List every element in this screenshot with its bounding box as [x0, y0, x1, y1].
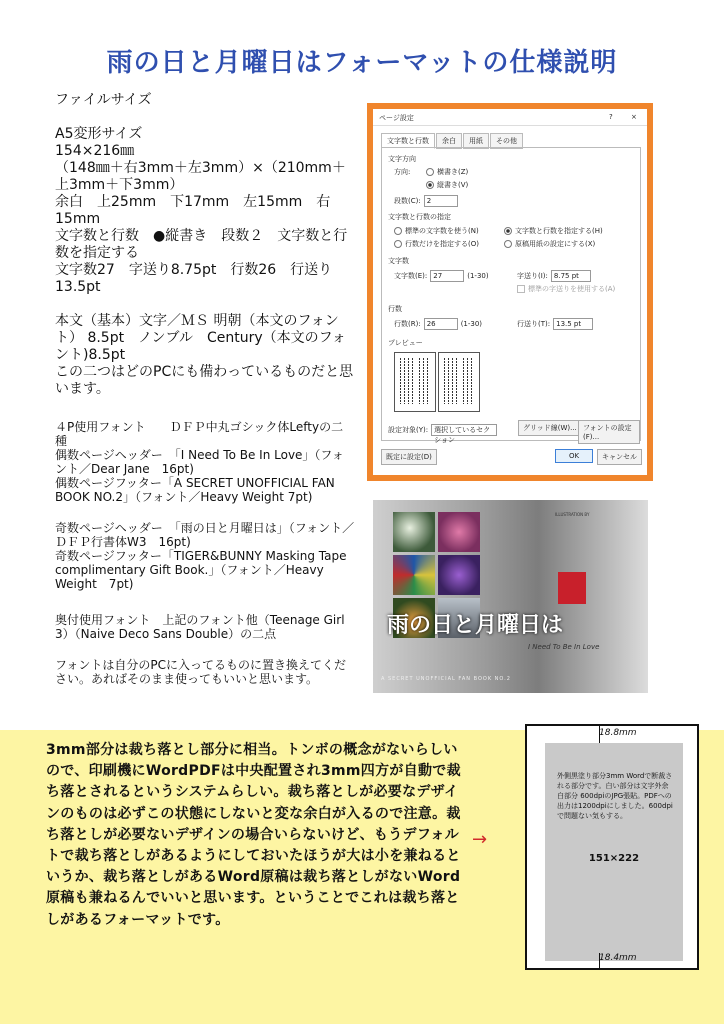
chars-label: 文字数: [388, 257, 409, 265]
bottom-measure: 18.4mm: [599, 953, 637, 963]
tab-paper[interactable]: 用紙: [463, 133, 489, 149]
cover-photo-umbrella: [393, 555, 435, 595]
lines-only-label: 行数だけを指定する(O): [405, 240, 479, 248]
layout: 文字数と行数 ●縦書き 段数２ 文字数と行数を指定する: [55, 228, 348, 261]
direction-label: 文字方向: [388, 155, 416, 163]
lines-field-label: 行数(R):: [394, 320, 421, 328]
even-footer: 偶数ページフッター「A SECRET UNOFFICIAL FAN BOOK NO.2」（フォント／Heavy Weight 7pt): [55, 476, 335, 504]
lines-label: 行数: [388, 305, 402, 313]
checkbox-icon: [517, 285, 525, 293]
radio-grid-chars-lines[interactable]: [504, 226, 603, 236]
preview-page-left: [394, 352, 436, 412]
preview-page-right: [438, 352, 480, 412]
radio-paper[interactable]: [504, 239, 595, 249]
chars-input[interactable]: 27: [430, 270, 464, 282]
spec-column: [55, 92, 355, 686]
radio-vertical[interactable]: [426, 180, 468, 190]
default-pitch-checkbox[interactable]: [517, 284, 615, 294]
cover-illustration-credit: ILLUSTRATION BY: [555, 512, 590, 517]
lines-range: (1-30): [460, 320, 483, 328]
page-setup-screenshot: [367, 103, 653, 481]
ok-button[interactable]: OK: [555, 449, 593, 463]
bleed-page-diagram: [525, 724, 699, 970]
line-pitch-label: 行送り(T):: [517, 320, 551, 328]
char-pitch-label: 字送り(I):: [517, 272, 548, 280]
radio-lines-only[interactable]: [394, 239, 479, 249]
radio-horizontal[interactable]: [426, 167, 468, 177]
even-header: 偶数ページヘッダー 「I Need To Be In Love」（フォント／Dear Jane 16pt): [55, 448, 344, 476]
direction-field: 方向:: [394, 168, 411, 176]
apply-select[interactable]: 選択しているセクション: [431, 424, 497, 436]
tab-chars-lines[interactable]: 文字数と行数: [381, 133, 435, 149]
cover-photo-flower: [438, 555, 480, 595]
set-default-button[interactable]: 既定に設定(D): [381, 449, 437, 465]
dialog-panel: [381, 147, 641, 444]
odd-footer: 奇数ページフッター「TIGER&BUNNY Masking Tape complimentary Gift Book.」（フォント／Heavy Weight 7pt): [55, 549, 347, 591]
cover-photo-drops: [393, 512, 435, 552]
radio-icon: [394, 227, 402, 235]
chars-field-label: 文字数(E):: [394, 272, 428, 280]
top-measure: 18.8mm: [599, 728, 637, 738]
cover-photo-hydrangea: [438, 512, 480, 552]
cover-red-object: [558, 572, 586, 604]
page-setup-dialog: [373, 109, 647, 475]
file-size-heading: ファイルサイズ: [55, 92, 152, 108]
dialog-title: ページ設定: [379, 114, 414, 122]
replace-note: フォントは自分のPCに入ってるものに置き換えてください。あればそのまま使ってもいいと思います。: [55, 658, 347, 686]
apply-label: 設定対象(Y):: [388, 426, 429, 434]
book-cover-image: [373, 500, 648, 693]
radio-selected-icon: [426, 181, 434, 189]
size-formula: （148㎜＋右3mm＋左3mm）×（210mm＋上3mm＋下3mm）: [55, 160, 346, 193]
paper-label: 原稿用紙の設定にする(X): [515, 240, 596, 248]
tab-margins[interactable]: 余白: [436, 133, 462, 149]
columns-input[interactable]: 2: [424, 195, 458, 207]
preview-label: プレビュー: [388, 339, 423, 347]
char-settings: 文字数27 字送り8.75pt 行数26 行送り13.5pt: [55, 262, 333, 295]
fonts-4p-heading: ４P使用フォント ＤＦＰ中丸ゴシック体Leftyの二種: [55, 420, 344, 448]
radio-icon: [426, 168, 434, 176]
radio-grid-standard[interactable]: [394, 226, 479, 236]
grid-label: 文字数と行数の指定: [388, 213, 451, 221]
radio-icon: [504, 240, 512, 248]
arrow-icon: →: [472, 829, 488, 850]
page-title: 雨の日と月曜日はフォーマットの仕様説明: [106, 48, 618, 78]
cancel-button[interactable]: キャンセル: [597, 449, 642, 465]
chars-range: (1-30): [467, 272, 489, 280]
help-icon[interactable]: ?: [609, 113, 613, 121]
cover-title: 雨の日と月曜日は: [387, 613, 564, 638]
odd-header: 奇数ページヘッダー 「雨の日と月曜日は」（フォント／ＤＦＰ行書体W3 16pt): [55, 521, 355, 549]
line-pitch-input[interactable]: 13.5 pt: [553, 318, 593, 330]
colophon-fonts: 奥付使用フォント 上記のフォント他（Teenage Girl 3）（Naive Deco Sans Double）の二点: [55, 613, 345, 641]
page-diagram-note: 外側黒塗り部分3mm Wordで断裁される部分です。白い部分は文字外余白部分 600dpiのJPG張貼。PDFへの出力は1200dpiにしました。600dpiで問題ない気もする。: [557, 772, 673, 820]
vertical-label: 縦書き(V): [437, 181, 469, 189]
tab-other[interactable]: その他: [490, 133, 523, 149]
grid-lines-button[interactable]: グリッド線(W)...: [518, 420, 582, 436]
close-icon[interactable]: ×: [631, 113, 637, 121]
page-size-label: 151×222: [588, 853, 640, 864]
radio-icon: [394, 240, 402, 248]
cover-subtitle: I Need To Be In Love: [528, 643, 600, 651]
font-note: この二つはどのPCにも備わっているものだと思います。: [55, 364, 354, 397]
font-settings-button[interactable]: フォントの設定(F)...: [578, 420, 640, 444]
columns-label: 段数(C):: [394, 197, 421, 205]
size-mm: 154×216㎜: [55, 143, 135, 159]
bleed-explanation: 3mm部分は裁ち落とし部分に相当。トンボの概念がないらしいので、印刷機にWordPDFは中央配置され3mm四方が自動で裁ち落とされるというシステムらしい。裁ち落としが必要なデザインのものは必ずこの状態にしないと変な余白が入るので注意。裁ち落としが必要ないデザインの場合いらないけど、もうデフォルトで裁ち落としがあるようにしておいたほうが大は小を兼ねるというか、裁ち落としがあるWord原稿は裁ち落としがないWord原稿も兼ねるんでいいと思います。ということでこれは裁ち落としがあるフォーマットです。: [46, 742, 461, 928]
char-pitch-input[interactable]: 8.75 pt: [551, 270, 591, 282]
dialog-titlebar: [373, 109, 647, 126]
grid-standard-label: 標準の文字数を使う(N): [405, 227, 479, 235]
radio-selected-icon: [504, 227, 512, 235]
horizontal-label: 横書き(Z): [437, 168, 469, 176]
lines-input[interactable]: 26: [424, 318, 458, 330]
default-pitch-label: 標準の字送りを使用する(A): [528, 285, 616, 293]
body-font: 本文（基本）文字／ＭＳ 明朝（本文のフォント） 8.5pt ノンブル Century（本文のフォント)8.5pt: [55, 313, 346, 363]
grid-chars-lines-label: 文字数と行数を指定する(H): [515, 227, 603, 235]
size-name: A5変形サイズ: [55, 126, 143, 142]
cover-footer: A SECRET UNOFFICIAL FAN BOOK NO.2: [381, 676, 511, 682]
margins: 余白 上25mm 下17mm 左15mm 右15mm: [55, 194, 331, 227]
